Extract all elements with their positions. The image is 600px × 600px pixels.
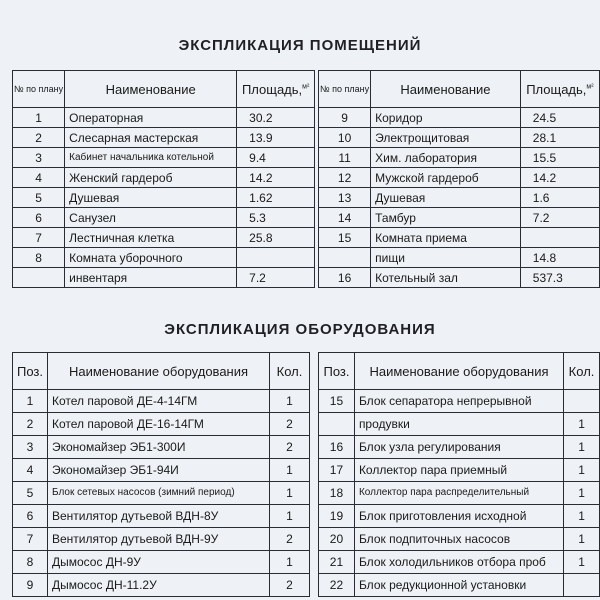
col-header-name: Наименование оборудования (354, 353, 563, 390)
table-row (319, 574, 600, 597)
table-row (13, 108, 315, 128)
cell-name: Вентилятор дутьевой ВДН-9У (48, 528, 270, 551)
cell-area: 15.5 (520, 148, 599, 168)
col-header-name: Наименование (371, 71, 521, 108)
cell-area: 24.5 (520, 108, 599, 128)
cell-n: 10 (319, 128, 371, 148)
cell-area: 537.3 (520, 268, 599, 288)
cell-q: 1 (564, 482, 600, 505)
cell-p: 21 (319, 551, 355, 574)
table-row (13, 413, 310, 436)
cell-name: инвентаря (65, 268, 237, 288)
cell-p (319, 413, 355, 436)
table-row (319, 505, 600, 528)
rooms-table-left (12, 70, 315, 288)
col-header-pos: Поз. (13, 353, 48, 390)
cell-p: 15 (319, 390, 355, 413)
table-row (13, 248, 315, 268)
table-row (319, 459, 600, 482)
table-row (319, 168, 600, 188)
cell-n: 8 (13, 248, 65, 268)
cell-q: 1 (564, 528, 600, 551)
table-row (13, 551, 310, 574)
cell-p: 1 (13, 390, 48, 413)
table-row (319, 482, 600, 505)
cell-name: Блок подпиточных насосов (354, 528, 563, 551)
col-header-num: № по плану (319, 71, 371, 108)
cell-q: 1 (270, 390, 310, 413)
cell-name: Хим. лаборатория (371, 148, 521, 168)
table-row (319, 128, 600, 148)
cell-p: 8 (13, 551, 48, 574)
cell-n: 2 (13, 128, 65, 148)
cell-p: 7 (13, 528, 48, 551)
table-row (13, 459, 310, 482)
cell-n: 16 (319, 268, 371, 288)
faded-background-text (60, 10, 480, 40)
cell-area: 5.3 (237, 208, 315, 228)
cell-name: Блок холодильников отбора проб (354, 551, 563, 574)
cell-p: 19 (319, 505, 355, 528)
cell-p: 9 (13, 574, 48, 597)
cell-q: 1 (270, 505, 310, 528)
table-row (319, 413, 600, 436)
table-row (319, 208, 600, 228)
cell-q (564, 574, 600, 597)
cell-area: 13.9 (237, 128, 315, 148)
table-row (319, 108, 600, 128)
cell-area: 1.6 (520, 188, 599, 208)
cell-n: 12 (319, 168, 371, 188)
equipment-title: ЭКСПЛИКАЦИЯ ОБОРУДОВАНИЯ (164, 321, 436, 338)
cell-name: Котельный зал (371, 268, 521, 288)
cell-name: Блок редукционной установки (354, 574, 563, 597)
cell-area (520, 228, 599, 248)
cell-name: Дымосос ДН-11.2У (48, 574, 270, 597)
cell-q: 1 (564, 436, 600, 459)
table-row (13, 268, 315, 288)
cell-name: Котел паровой ДЕ-16-14ГМ (48, 413, 270, 436)
cell-q: 1 (564, 459, 600, 482)
cell-name: Коллектор пара распределительный (354, 482, 563, 505)
cell-n: 1 (13, 108, 65, 128)
table-row (319, 188, 600, 208)
cell-p: 17 (319, 459, 355, 482)
col-header-area (520, 71, 599, 108)
cell-name: Вентилятор дутьевой ВДН-8У (48, 505, 270, 528)
cell-q (564, 390, 600, 413)
col-header-name: Наименование (65, 71, 237, 108)
cell-n: 7 (13, 228, 65, 248)
table-row (13, 188, 315, 208)
cell-n: 13 (319, 188, 371, 208)
cell-n: 5 (13, 188, 65, 208)
cell-name: продувки (354, 413, 563, 436)
cell-name: Электрощитовая (371, 128, 521, 148)
col-header-num: № по плану (13, 71, 65, 108)
cell-name: Коллектор пара приемный (354, 459, 563, 482)
table-row (319, 551, 600, 574)
area-label: Площадь, (526, 81, 587, 97)
cell-area: 7.2 (520, 208, 599, 228)
cell-p: 5 (13, 482, 48, 505)
col-header-pos: Поз. (319, 353, 355, 390)
area-unit: м² (586, 83, 594, 91)
cell-p: 22 (319, 574, 355, 597)
cell-n: 6 (13, 208, 65, 228)
area-unit: м² (302, 83, 310, 91)
col-header-qty: Кол. (270, 353, 310, 390)
cell-area: 28.1 (520, 128, 599, 148)
cell-name: Женский гардероб (65, 168, 237, 188)
cell-q: 1 (270, 482, 310, 505)
table-row (13, 228, 315, 248)
table-row (319, 228, 600, 248)
table-row (13, 528, 310, 551)
cell-area: 14.8 (520, 248, 599, 268)
area-label: Площадь, (241, 81, 303, 97)
cell-n (13, 268, 65, 288)
cell-name: Кабинет начальника котельной (65, 148, 237, 168)
table-row (13, 390, 310, 413)
cell-n: 9 (319, 108, 371, 128)
cell-n: 11 (319, 148, 371, 168)
cell-name: Комната уборочного (65, 248, 237, 268)
cell-area: 14.2 (520, 168, 599, 188)
table-row (13, 482, 310, 505)
cell-p: 16 (319, 436, 355, 459)
cell-q: 1 (270, 459, 310, 482)
cell-q: 1 (564, 505, 600, 528)
cell-name: Санузел (65, 208, 237, 228)
cell-name: Блок сепаратора непрерывной (354, 390, 563, 413)
rooms-table-right (318, 70, 600, 288)
col-header-name: Наименование оборудования (48, 353, 270, 390)
cell-name: Экономайзер ЭБ1-300И (48, 436, 270, 459)
col-header-qty: Кол. (564, 353, 600, 390)
cell-name: Блок сетевых насосов (зимний период) (48, 482, 270, 505)
cell-area (237, 248, 315, 268)
table-row (319, 390, 600, 413)
cell-q: 1 (564, 413, 600, 436)
cell-name: Котел паровой ДЕ-4-14ГМ (48, 390, 270, 413)
cell-area: 25.8 (237, 228, 315, 248)
table-row (13, 168, 315, 188)
cell-area: 1.62 (237, 188, 315, 208)
table-row (13, 208, 315, 228)
cell-p: 2 (13, 413, 48, 436)
cell-name: Блок приготовления исходной (354, 505, 563, 528)
table-row (319, 268, 600, 288)
cell-area: 30.2 (237, 108, 315, 128)
table-row (13, 128, 315, 148)
cell-area: 14.2 (237, 168, 315, 188)
cell-q: 2 (270, 436, 310, 459)
cell-q: 2 (270, 413, 310, 436)
cell-name: Мужской гардероб (371, 168, 521, 188)
equipment-table-left (12, 352, 310, 597)
col-header-area (237, 71, 315, 108)
cell-name: пищи (371, 248, 521, 268)
cell-name: Лестничная клетка (65, 228, 237, 248)
cell-q: 2 (270, 574, 310, 597)
table-row (319, 248, 600, 268)
cell-name: Тамбур (371, 208, 521, 228)
cell-n: 4 (13, 168, 65, 188)
cell-name: Слесарная мастерская (65, 128, 237, 148)
table-row (319, 148, 600, 168)
cell-name: Душевая (65, 188, 237, 208)
equipment-table-right (318, 352, 600, 597)
cell-area: 9.4 (237, 148, 315, 168)
rooms-title: ЭКСПЛИКАЦИЯ ПОМЕЩЕНИЙ (178, 37, 422, 54)
cell-p: 3 (13, 436, 48, 459)
cell-n: 3 (13, 148, 65, 168)
table-row (13, 148, 315, 168)
cell-n: 15 (319, 228, 371, 248)
cell-n: 14 (319, 208, 371, 228)
cell-name: Душевая (371, 188, 521, 208)
cell-p: 20 (319, 528, 355, 551)
cell-area: 7.2 (237, 268, 315, 288)
cell-name: Комната приема (371, 228, 521, 248)
cell-name: Коридор (371, 108, 521, 128)
table-row (319, 436, 600, 459)
cell-name: Операторная (65, 108, 237, 128)
table-row (13, 574, 310, 597)
cell-q: 2 (270, 528, 310, 551)
cell-p: 6 (13, 505, 48, 528)
table-row (13, 436, 310, 459)
cell-q: 1 (270, 551, 310, 574)
cell-name: Блок узла регулирования (354, 436, 563, 459)
cell-p: 4 (13, 459, 48, 482)
cell-p: 18 (319, 482, 355, 505)
cell-name: Дымосос ДН-9У (48, 551, 270, 574)
cell-name: Экономайзер ЭБ1-94И (48, 459, 270, 482)
table-row (319, 528, 600, 551)
cell-n (319, 248, 371, 268)
table-row (13, 505, 310, 528)
cell-q: 1 (564, 551, 600, 574)
